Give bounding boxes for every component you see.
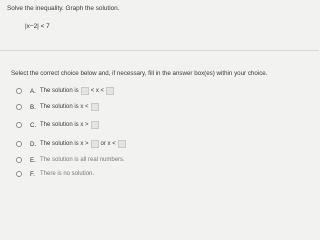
question-prompt: Solve the inequality. Graph the solution.	[7, 5, 120, 12]
choice-text	[40, 140, 128, 148]
inequality-expression: |x−2| < 7	[25, 23, 50, 30]
answer-box-lower[interactable]	[81, 87, 89, 95]
choice-text-pre: The solution is	[40, 88, 79, 94]
choice-b[interactable]	[16, 102, 101, 112]
answer-box-upper[interactable]	[118, 140, 126, 148]
answer-instruction: Select the correct choice below and, if necessary, fill in the answer box(es) within your choice.	[11, 70, 268, 77]
choice-letter: F.	[30, 170, 35, 178]
choice-a[interactable]	[16, 86, 116, 96]
answer-box-upper[interactable]	[106, 87, 114, 95]
choice-c[interactable]	[16, 120, 101, 130]
radio-button-a[interactable]	[16, 88, 22, 94]
choice-text-pre: The solution is x >	[40, 122, 89, 128]
radio-button-e[interactable]	[16, 157, 22, 163]
answer-box[interactable]	[91, 103, 99, 111]
section-divider	[0, 50, 319, 51]
choice-letter: D.	[30, 140, 37, 148]
answer-box-lower[interactable]	[91, 140, 99, 148]
choice-text-mid: or x <	[100, 141, 116, 147]
answer-box[interactable]	[91, 121, 99, 129]
radio-button-c[interactable]	[16, 122, 22, 128]
choice-letter: B.	[30, 103, 36, 111]
choice-letter: C.	[30, 121, 37, 129]
choice-text: The solution is all real numbers.	[40, 157, 125, 163]
choice-f[interactable]	[16, 169, 94, 179]
choice-text-pre: The solution is x >	[40, 141, 89, 147]
radio-button-b[interactable]	[16, 104, 22, 110]
choice-text-pre: The solution is x <	[40, 104, 89, 110]
choice-text	[40, 87, 116, 95]
radio-button-d[interactable]	[16, 141, 22, 147]
choice-e[interactable]	[16, 155, 125, 165]
radio-button-f[interactable]	[16, 171, 22, 177]
choice-text-mid: < x <	[90, 88, 105, 94]
choice-letter: A.	[30, 87, 36, 95]
choice-d[interactable]	[16, 139, 128, 149]
choice-letter: E.	[30, 156, 36, 164]
choice-text: There is no solution.	[40, 171, 95, 177]
choice-text	[40, 103, 101, 111]
choice-text	[40, 121, 101, 129]
